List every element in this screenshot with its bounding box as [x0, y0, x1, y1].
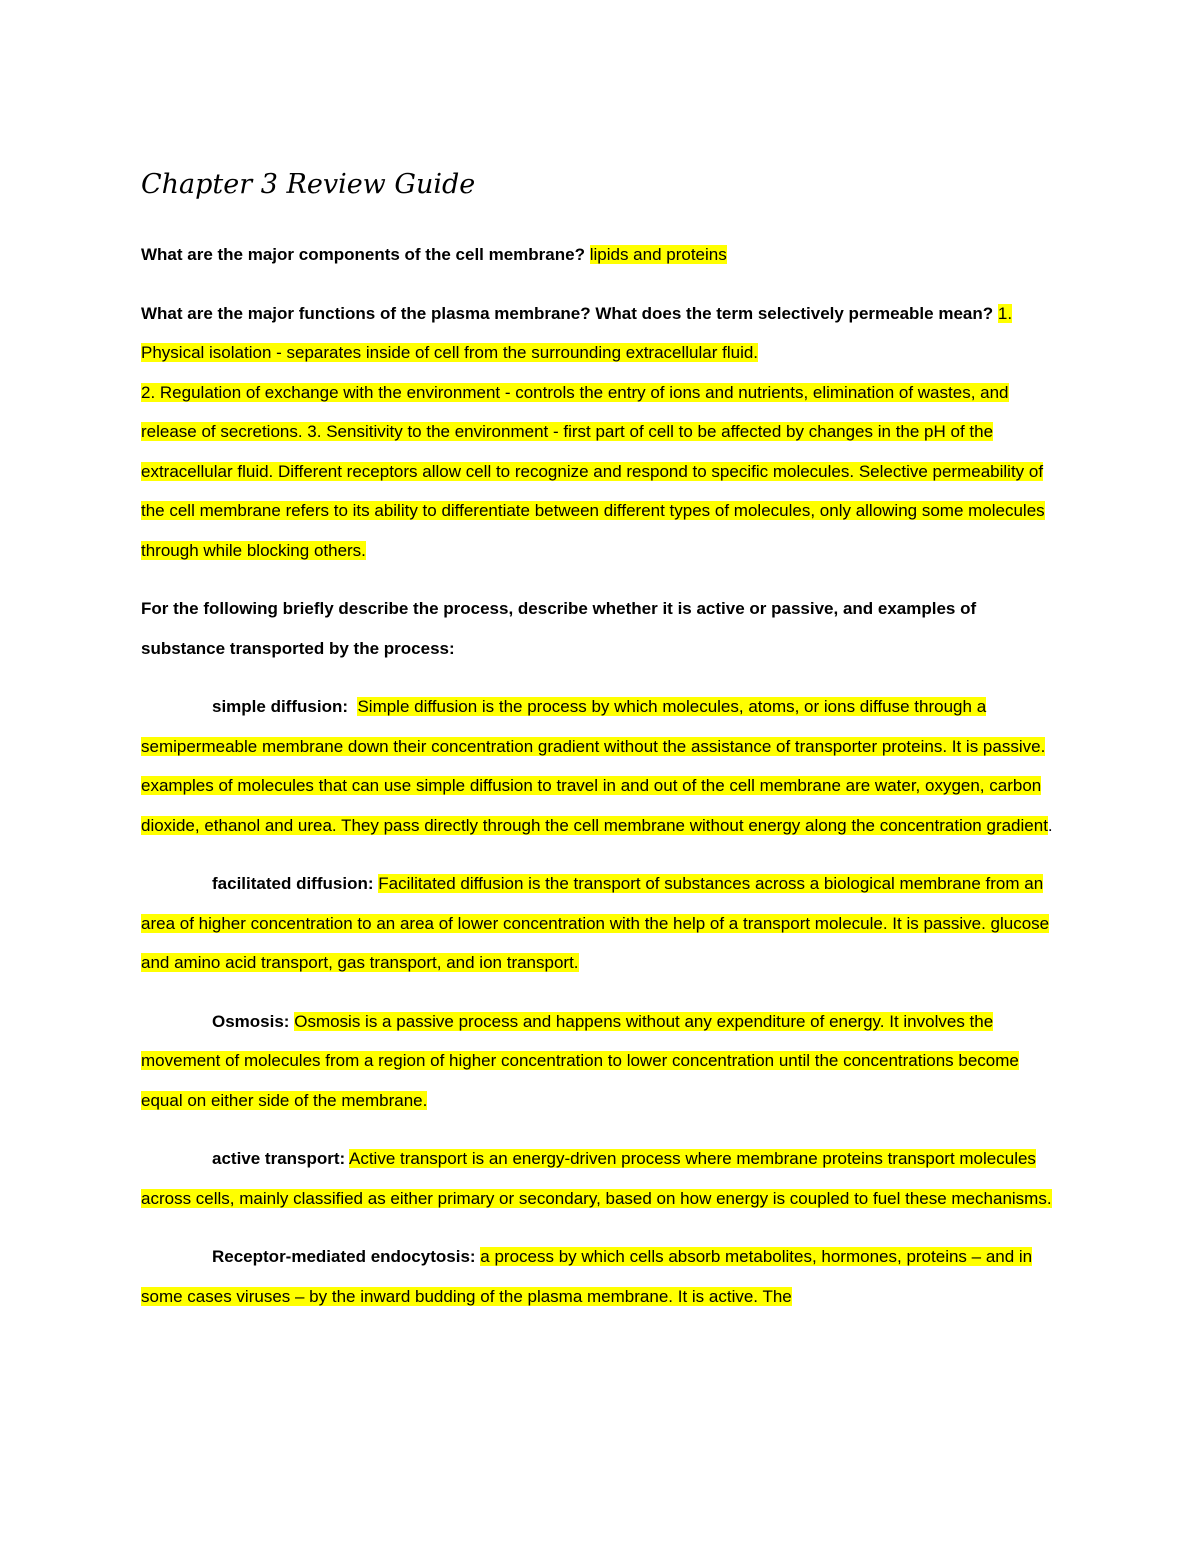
term-label: facilitated diffusion: [212, 874, 374, 893]
definition-trailer: . [1047, 815, 1053, 835]
answer-1: lipids and proteins [589, 245, 727, 264]
list-item-facilitated-diffusion [141, 864, 1061, 983]
term-definition: Simple diffusion is the process by which molecules, atoms, or ions diffuse through a semipermeable membrane down their concentration gradient without the assistance of transporter proteins. It is passive. examples of molecules that can use simple diffusion to travel in and out of the cell membrane are water, oxygen, carbon dioxide, ethanol and urea. They pass directly through the cell membrane without energy along the concentration gradient [141, 697, 1048, 835]
answer-2-part-1: 1. Physical isolation - separates inside of cell from the surrounding extracellular fluid. [141, 303, 1013, 362]
term-definition: Osmosis is a passive process and happens without any expenditure of energy. It involves the movement of molecules from a region of higher concentration to lower concentration until the concentrations become equal on either side of the membrane. [141, 1011, 1019, 1110]
term-label: simple diffusion: [212, 697, 348, 716]
document-body [141, 160, 1061, 1316]
list-item-active-transport [141, 1139, 1061, 1218]
question-1-text: What are the major components of the cell membrane? [141, 245, 585, 264]
list-item-receptor-mediated-endocytosis [141, 1237, 1061, 1316]
answer-2-part-2: 2. Regulation of exchange with the environment - controls the entry of ions and nutrients, elimination of wastes, and release of secretions. 3. Sensitivity to the environment - first part of cell to be affected by changes in the pH of the extracellular fluid. Different receptors allow cell to recognize and respond to specific molecules. Selective permeability of the cell membrane refers to its ability to differentiate between different types of molecules, only allowing some molecules through while blocking others. [141, 382, 1045, 560]
question-3-text: For the following briefly describe the process, describe whether it is active or passive, and examples of substance transported by the process: [141, 599, 977, 658]
question-1 [141, 235, 1061, 275]
term-label: Receptor-mediated endocytosis: [212, 1247, 476, 1266]
question-2 [141, 294, 1061, 571]
term-definition: Active transport is an energy-driven process where membrane proteins transport molecules across cells, mainly classified as either primary or secondary, based on how energy is coupled to fuel these mechanisms. [141, 1149, 1052, 1208]
term-label: Osmosis: [212, 1011, 290, 1031]
question-2-text: What are the major functions of the plasma membrane? What does the term selectively permeable mean? [141, 303, 994, 323]
page-title: Chapter 3 Review Guide [141, 169, 476, 200]
term-definition: Facilitated diffusion is the transport of substances across a biological membrane from an area of higher concentration to an area of lower concentration with the help of a transport molecule. It is passive. glucose and amino acid transport, gas transport, and ion transport. [141, 874, 1050, 972]
question-3 [141, 589, 1061, 668]
list-item-osmosis [141, 1002, 1061, 1121]
term-definition: a process by which cells absorb metabolites, hormones, proteins – and in some cases viruses – by the inward budding of the plasma membrane. It is active. The [141, 1247, 1033, 1306]
term-label: active transport: [212, 1149, 346, 1168]
list-item-simple-diffusion [141, 687, 1061, 845]
